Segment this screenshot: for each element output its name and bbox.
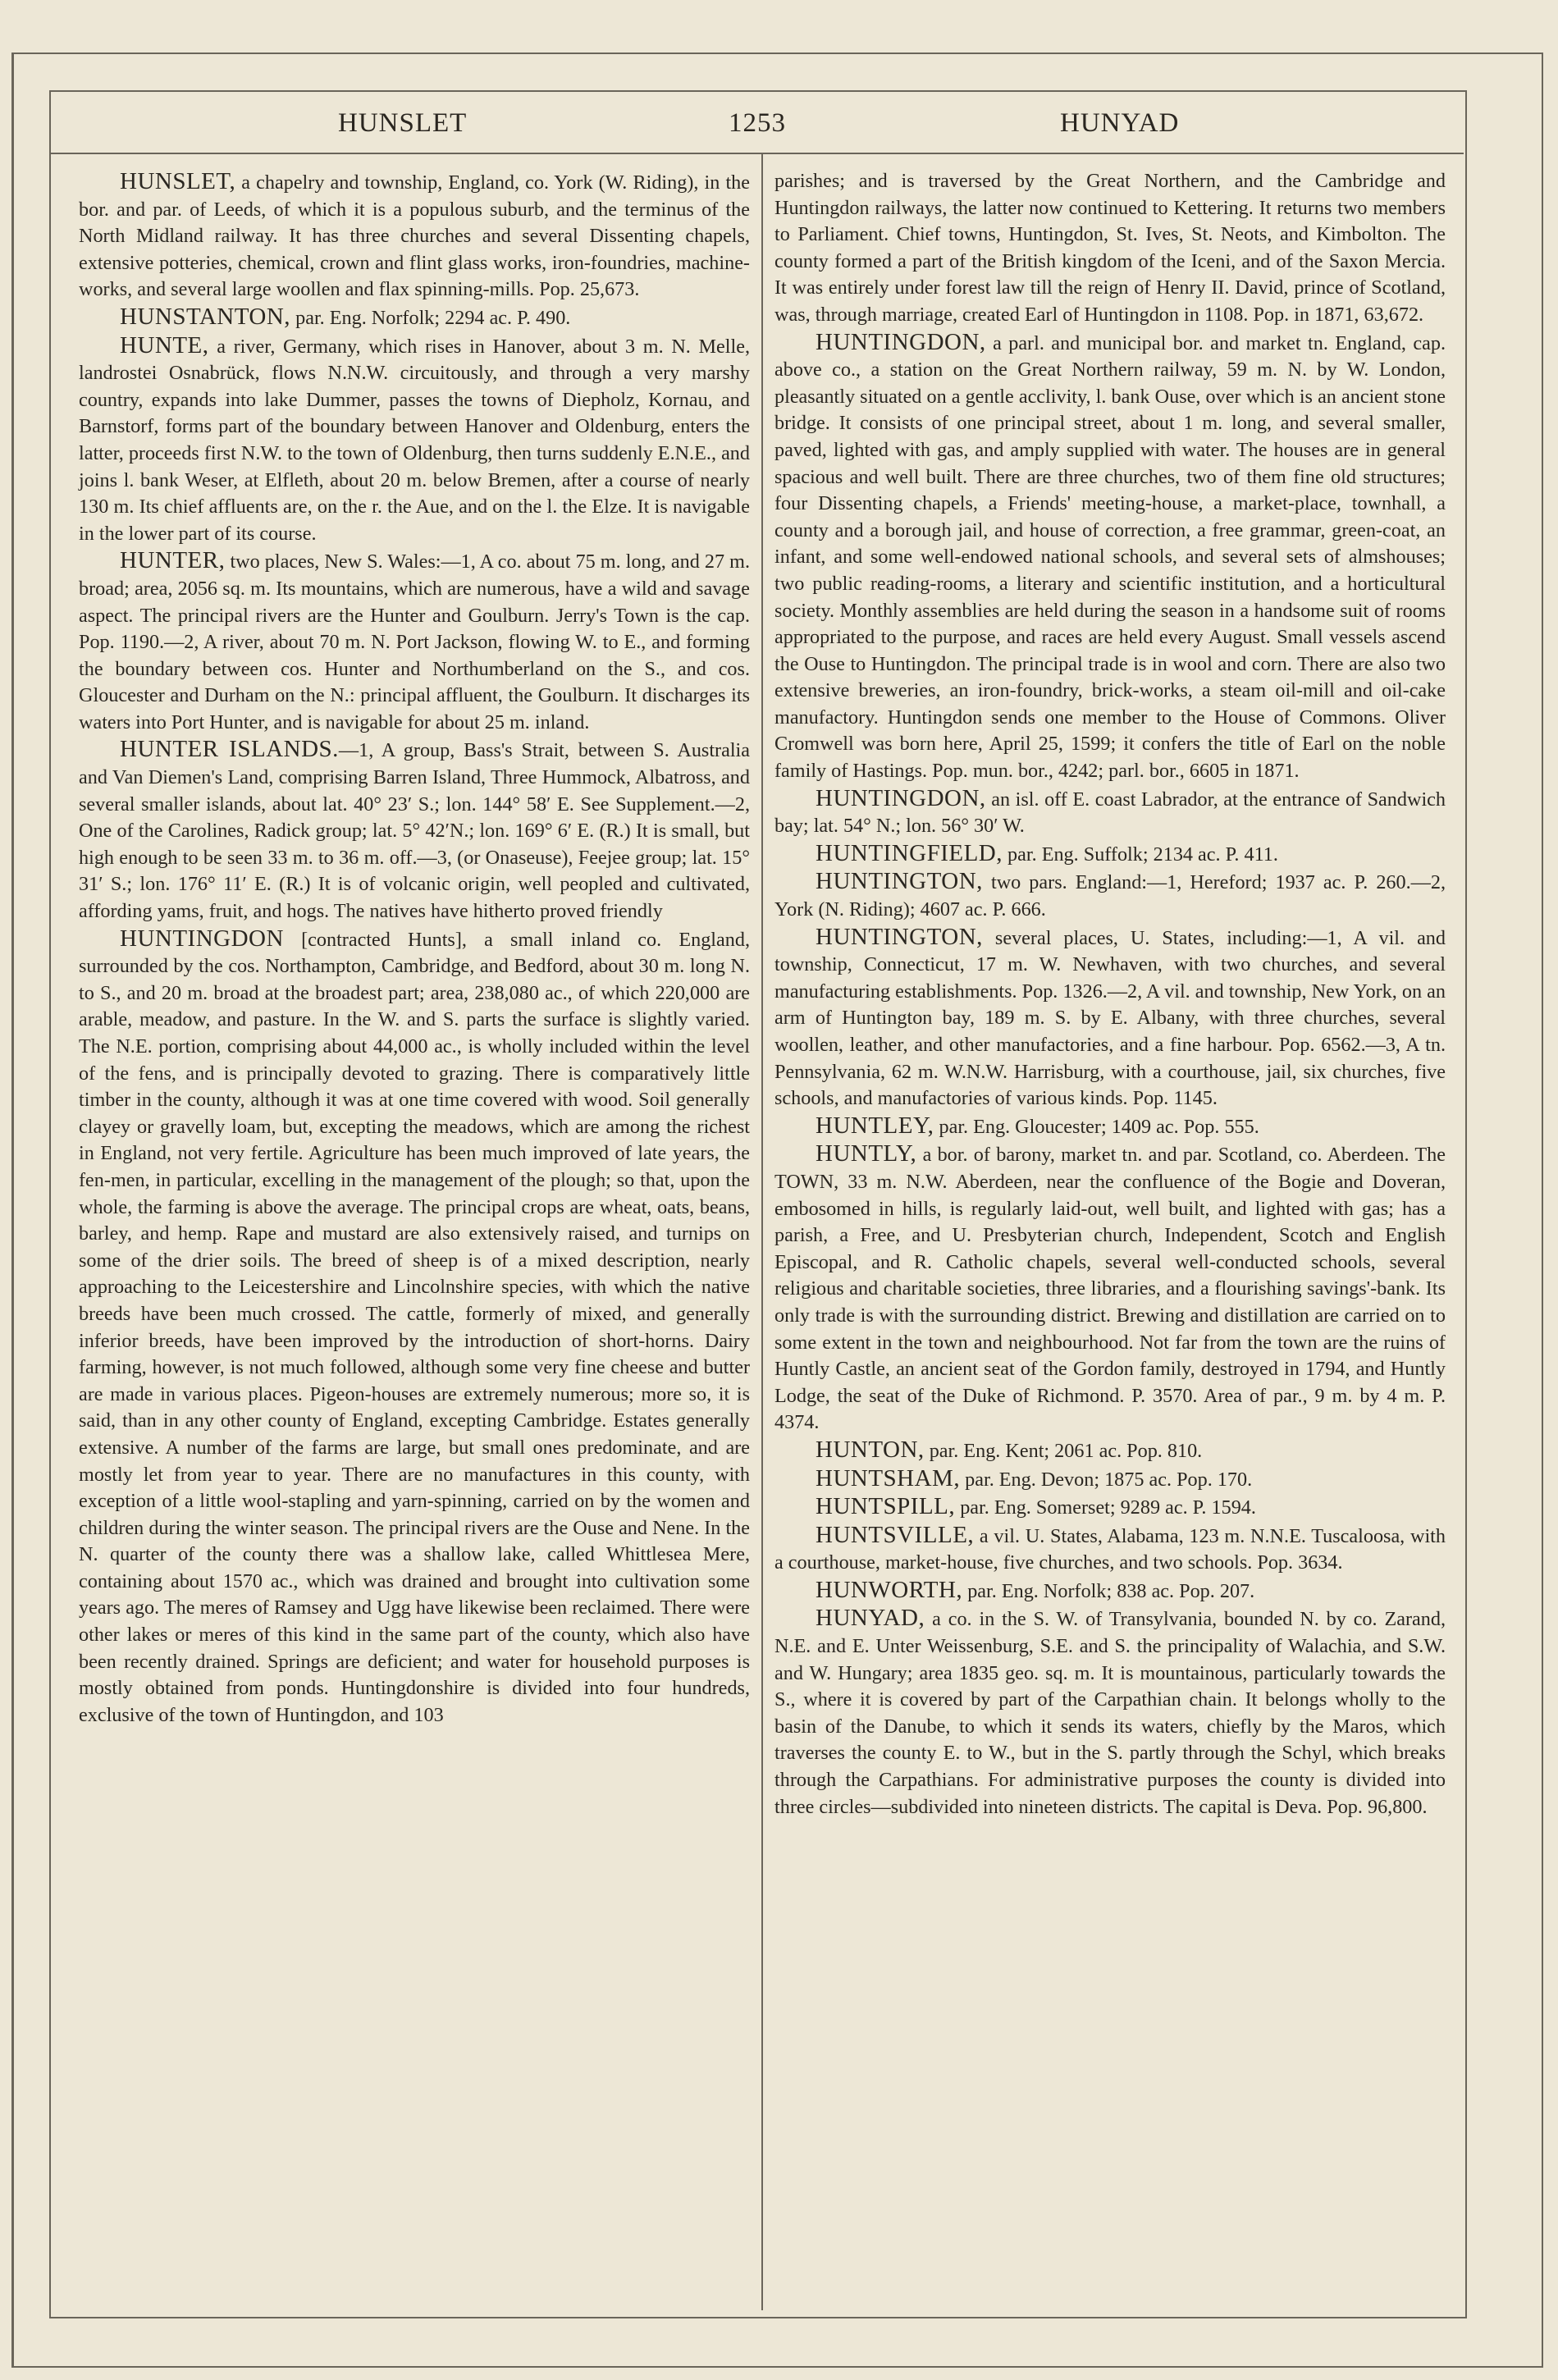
entry-text: a chapelry and township, England, co. York (W. Riding), in the bor. and par. of Leeds, of which it is a populous suburb, and the terminus of the North Midland railway. It has three churches and several Dissenting chapels, extensive potteries, chemical, crown and flint glass works, iron-foundries, machine-works, and several large woollen and flax spinning-mills. Pop. 25,673. xyxy=(79,171,750,301)
entry-huntingfield xyxy=(774,840,1446,869)
entry-text: par. Eng. Norfolk; 838 ac. Pop. 207. xyxy=(962,1579,1255,1602)
entry-text: a bor. of barony, market tn. and par. Scotland, co. Aberdeen. The TOWN, 33 m. N.W. Aberdeen, near the confluence of the Bogie and Doveran, embosomed in hills, is regularly laid-out, well built, and lighted with gas; has a parish, a Free, and U. Presbyterian church, Independent, Scotch and English Episcopal, and R. Catholic chapels, several well-conducted schools, several religious and charitable societies, three libraries, and a flourishing savings'-bank. Its only trade is with the surrounding district. Brewing and distillation are carried on to some extent in the town and neighbourhood. Not far from the town are the ruins of Huntly Castle, an ancient seat of the Gordon family, destroyed in 1794, and Huntly Lodge, the seat of the Duke of Richmond. P. 3570. Area of par., 9 m. by 4 m. P. 4374. xyxy=(774,1144,1446,1434)
right-running-head: HUNYAD xyxy=(1060,108,1180,138)
left-column xyxy=(79,168,750,1729)
entry-hunter-islands xyxy=(79,736,750,925)
right-column xyxy=(774,168,1446,1820)
entry-text: several places, U. States, including:—1, A vil. and township, Connecticut, 17 m. W. Newhaven, with two churches, and several manufacturing establishments. Pop. 1326.—2, A vil. and township, New York, on an arm of Huntington bay, 189 m. S. by E. Albany, with three churches, several woollen, leather, and other manufactories, and a fine harbour. Pop. 6562.—3, A tn. Pennsylvania, 62 m. W.N.W. Harrisburg, with a courthouse, jail, six churches, five schools, and manufactories of various kinds. Pop. 1145. xyxy=(774,926,1446,1110)
entry-huntingdon-county xyxy=(79,925,750,1729)
entry-hunyad xyxy=(774,1605,1446,1820)
running-header xyxy=(51,108,1464,148)
entry-headword: HUNYAD, xyxy=(816,1605,925,1632)
entry-text: a co. in the S. W. of Transylvania, bounded N. by co. Zarand, N.E. and E. Unter Weissenburg, S.E. and S. the principality of Walachia, and S.W. and W. Hungary; area 1835 geo. sq. m. It is mountainous, particularly towards the S., where it is covered by part of the Carpathian chain. It belongs wholly to the basin of the Danube, to which it sends its waters, chiefly by the Maros, which traverses the county E. to W., but in the S. partly through the Schyl, which breaks through the Carpathians. For administrative purposes the county is divided into three circles—subdivided into nineteen districts. The capital is Deva. Pop. 96,800. xyxy=(774,1608,1446,1818)
entry-headword: HUNTINGTON, xyxy=(816,923,983,950)
entry-headword: HUNTON, xyxy=(816,1436,925,1463)
entry-text: [contracted Hunts], a small inland co. England, surrounded by the cos. Northampton, Cambridge, and Bedford, about 30 m. long N. to S., and 20 m. broad at the broadest part; area, 238,080 ac., of which 220,000 are arable, meadow, and pasture. In the W. and S. parts the surface is slightly varied. The N.E. portion, comprising about 44,000 ac., is wholly included within the level of the fens, and is principally devoted to grazing. There is comparatively little timber in the county, although it was at one time covered with wood. Soil generally clayey or gravelly loam, but, excepting the meadows, which are among the richest in England, not very fertile. Agriculture has been much improved of late years, the fen-men, in particular, excelling in the management of the plough; so that, upon the whole, the farming is above the average. The principal crops are wheat, oats, beans, barley, and hemp. Rape and mustard are also extensively raised, and turnips on some of the drier soils. The breed of sheep is of a mixed description, nearly approaching to the Leicestershire and Lincolnshire species, with which the native breeds have been much crossed. The cattle, formerly of mixed, and generally inferior breeds, have been improved by the introduction of short-horns. Dairy farming, however, is not much followed, although some very fine cheese and butter are made in various places. Pigeon-houses are extremely numerous; more so, it is said, than in any other county of England, excepting Cambridge. Estates generally extensive. A number of the farms are large, but small ones predominate, and are mostly let from year to year. There are no manufactures in this county, with exception of a little wool-stapling and yarn-spinning, carried on by the women and children during the winter season. The principal rivers are the Ouse and Nene. In the N. quarter of the county there was a shallow lake, called Whittlesea Mere, containing about 1570 ac., which was drained and brought into cultivation some years ago. The meres of Ramsey and Ugg have likewise been reclaimed. There were other lakes or meres of this kind in the same part of the county, which also have been recently drained. Springs are deficient; and water for household purposes is mostly obtained from ponds. Huntingdonshire is divided into four hundreds, exclusive of the town of Huntingdon, and 103 xyxy=(79,928,750,1726)
entry-text: par. Eng. Gloucester; 1409 ac. Pop. 555. xyxy=(934,1115,1259,1138)
entry-headword: HUNTSPILL, xyxy=(816,1493,956,1520)
entry-hunstanton xyxy=(79,304,750,332)
header-rule xyxy=(51,153,1464,154)
entry-headword: HUNTLY, xyxy=(816,1140,917,1167)
entry-hunslet xyxy=(79,168,750,304)
entry-hunton xyxy=(774,1437,1446,1465)
entry-headword: HUNTINGDON, xyxy=(816,784,986,811)
entry-headword: HUNTINGFIELD, xyxy=(816,839,1003,866)
entry-text: par. Eng. Somerset; 9289 ac. P. 1594. xyxy=(955,1496,1256,1519)
entry-headword: HUNTSHAM, xyxy=(816,1464,961,1491)
page-number: 1253 xyxy=(729,108,786,138)
entry-headword: HUNTER, xyxy=(120,547,226,574)
entry-text: an isl. off E. coast Labrador, at the entrance of Sandwich bay; lat. 54° N.; lon. 56° 30′ W. xyxy=(774,788,1446,838)
left-running-head: HUNSLET xyxy=(338,108,468,138)
entry-huntington-us xyxy=(774,924,1446,1112)
entry-huntspill xyxy=(774,1493,1446,1522)
entry-hunte xyxy=(79,332,750,548)
entry-text: par. Eng. Norfolk; 2294 ac. P. 490. xyxy=(290,306,571,329)
entry-headword: HUNTINGDON xyxy=(120,925,284,952)
entry-text: par. Eng. Devon; 1875 ac. Pop. 170. xyxy=(960,1468,1253,1491)
entry-headword: HUNSTANTON, xyxy=(120,303,291,330)
entry-text: two pars. England:—1, Hereford; 1937 ac. P. 260.—2, York (N. Riding); 4607 ac. P. 666. xyxy=(774,871,1446,921)
entry-text: par. Eng. Suffolk; 2134 ac. P. 411. xyxy=(1003,843,1278,866)
entry-headword: HUNTINGDON, xyxy=(816,328,986,355)
entry-text: two places, New S. Wales:—1, A co. about 75 m. long, and 27 m. broad; area, 2056 sq. m. Its mountains, which are numerous, have a wild and savage aspect. The principal rivers are the Hunter and Goulburn. Jerry's Town is the cap. Pop. 1190.—2, A river, about 70 m. N. Port Jackson, flowing W. to E., and forming the boundary between cos. Hunter and Northumberland on the S., and cos. Gloucester and Durham on the N.: principal affluent, the Goulburn. It discharges its waters into Port Hunter, and is navigable for about 25 m. inland. xyxy=(79,550,750,733)
entry-text: parishes; and is traversed by the Great Northern, and the Cambridge and Huntingdon railways, the latter now continued to Kettering. It returns two members to Parliament. Chief towns, Huntingdon, St. Ives, St. Neots, and Kimbolton. The county formed a part of the British kingdom of the Iceni, and of the Saxon Mercia. It was entirely under forest law till the reign of Henry II. David, prince of Scotland, was, through marriage, created Earl of Huntingdon in 1108. Pop. in 1871, 63,672. xyxy=(774,170,1446,326)
entry-headword: HUNTINGTON, xyxy=(816,868,983,895)
entry-huntsville xyxy=(774,1522,1446,1577)
entry-huntley xyxy=(774,1112,1446,1141)
entry-huntingdon-continued xyxy=(774,168,1446,329)
entry-huntsham xyxy=(774,1465,1446,1494)
column-divider xyxy=(761,154,763,2310)
entry-text: a parl. and municipal bor. and market tn. England, cap. above co., a station on the Great Northern railway, 59 m. N. by W. London, pleasantly situated on a gentle acclivity, l. bank Ouse, over which is an ancient stone bridge. It consists of one principal street, about 1 m. long, and several smaller, paved, lighted with gas, and amply supplied with water. The houses are in general spacious and well built. There are three churches, two of them fine old structures; four Dissenting chapels, a Friends' meeting-house, a market-place, townhall, a county and a borough jail, and house of correction, a free grammar, green-coat, an infant, and some well-endowed national schools, and several sets of almshouses; two public reading-rooms, a literary and scientific institution, and a horticultural society. Monthly assemblies are held during the season in a handsome suit of rooms appropriated to the purpose, and races are held every August. Small vessels ascend the Ouse to Huntingdon. The principal trade is in wool and corn. There are also two extensive breweries, an iron-foundry, brick-works, a steam oil-mill and oil-cake manufactory. Huntingdon sends one member to the House of Commons. Oliver Cromwell was born here, April 25, 1599; it confers the title of Earl on the noble family of Hastings. Pop. mun. bor., 4242; parl. bor., 6605 in 1871. xyxy=(774,331,1446,783)
entry-text: a river, Germany, which rises in Hanover, about 3 m. N. Melle, landrostei Osnabrück, flows N.N.W. circuitously, and through a very marshy country, expands into lake Dummer, passes the towns of Diepholz, Kornau, and Barnstorf, forms part of the boundary between Hanover and Oldenburg, enters the latter, proceeds first N.W. to the town of Oldenburg, then turns suddenly E.N.E., and joins l. bank Weser, at Elfleth, about 20 m. below Bremen, after a course of nearly 130 m. Its chief affluents are, on the r. the Aue, and on the l. the Elze. It is navigable in the lower part of its course. xyxy=(79,335,750,545)
entry-headword: HUNTE, xyxy=(120,331,209,359)
entry-huntingdon-island xyxy=(774,785,1446,840)
entry-huntington-england xyxy=(774,868,1446,923)
entry-headword: HUNWORTH, xyxy=(816,1576,963,1603)
entry-huntly xyxy=(774,1140,1446,1437)
entry-text: —1, A group, Bass's Strait, between S. Australia and Van Diemen's Land, comprising Barren Island, Three Hummock, Albatross, and several smaller islands, about lat. 40° 23′ S.; lon. 144° 58′ E. See Supplement.—2, One of the Carolines, Radick group; lat. 5° 42′N.; lon. 169° 6′ E. (R.) It is small, but high enough to be seen 33 m. to 36 m. off.—3, (or Onaseuse), Feejee group; lat. 15° 31′ S.; lon. 176° 11′ E. (R.) It is of volcanic origin, well peopled and cultivated, affording yams, fruit, and hogs. The natives have hitherto proved friendly xyxy=(79,739,751,923)
entry-headword: HUNTER ISLANDS. xyxy=(120,736,339,763)
entry-hunworth xyxy=(774,1577,1446,1606)
entry-text: a vil. U. States, Alabama, 123 m. N.N.E. Tuscaloosa, with a courthouse, market-house, five churches, and two schools. Pop. 3634. xyxy=(774,1524,1446,1574)
entry-headword: HUNTSVILLE, xyxy=(816,1521,975,1548)
entry-text: par. Eng. Kent; 2061 ac. Pop. 810. xyxy=(924,1439,1203,1462)
entry-hunter xyxy=(79,547,750,736)
entry-headword: HUNTLEY, xyxy=(816,1112,934,1139)
entry-huntingdon-borough xyxy=(774,329,1446,785)
entry-headword: HUNSLET, xyxy=(120,168,236,194)
